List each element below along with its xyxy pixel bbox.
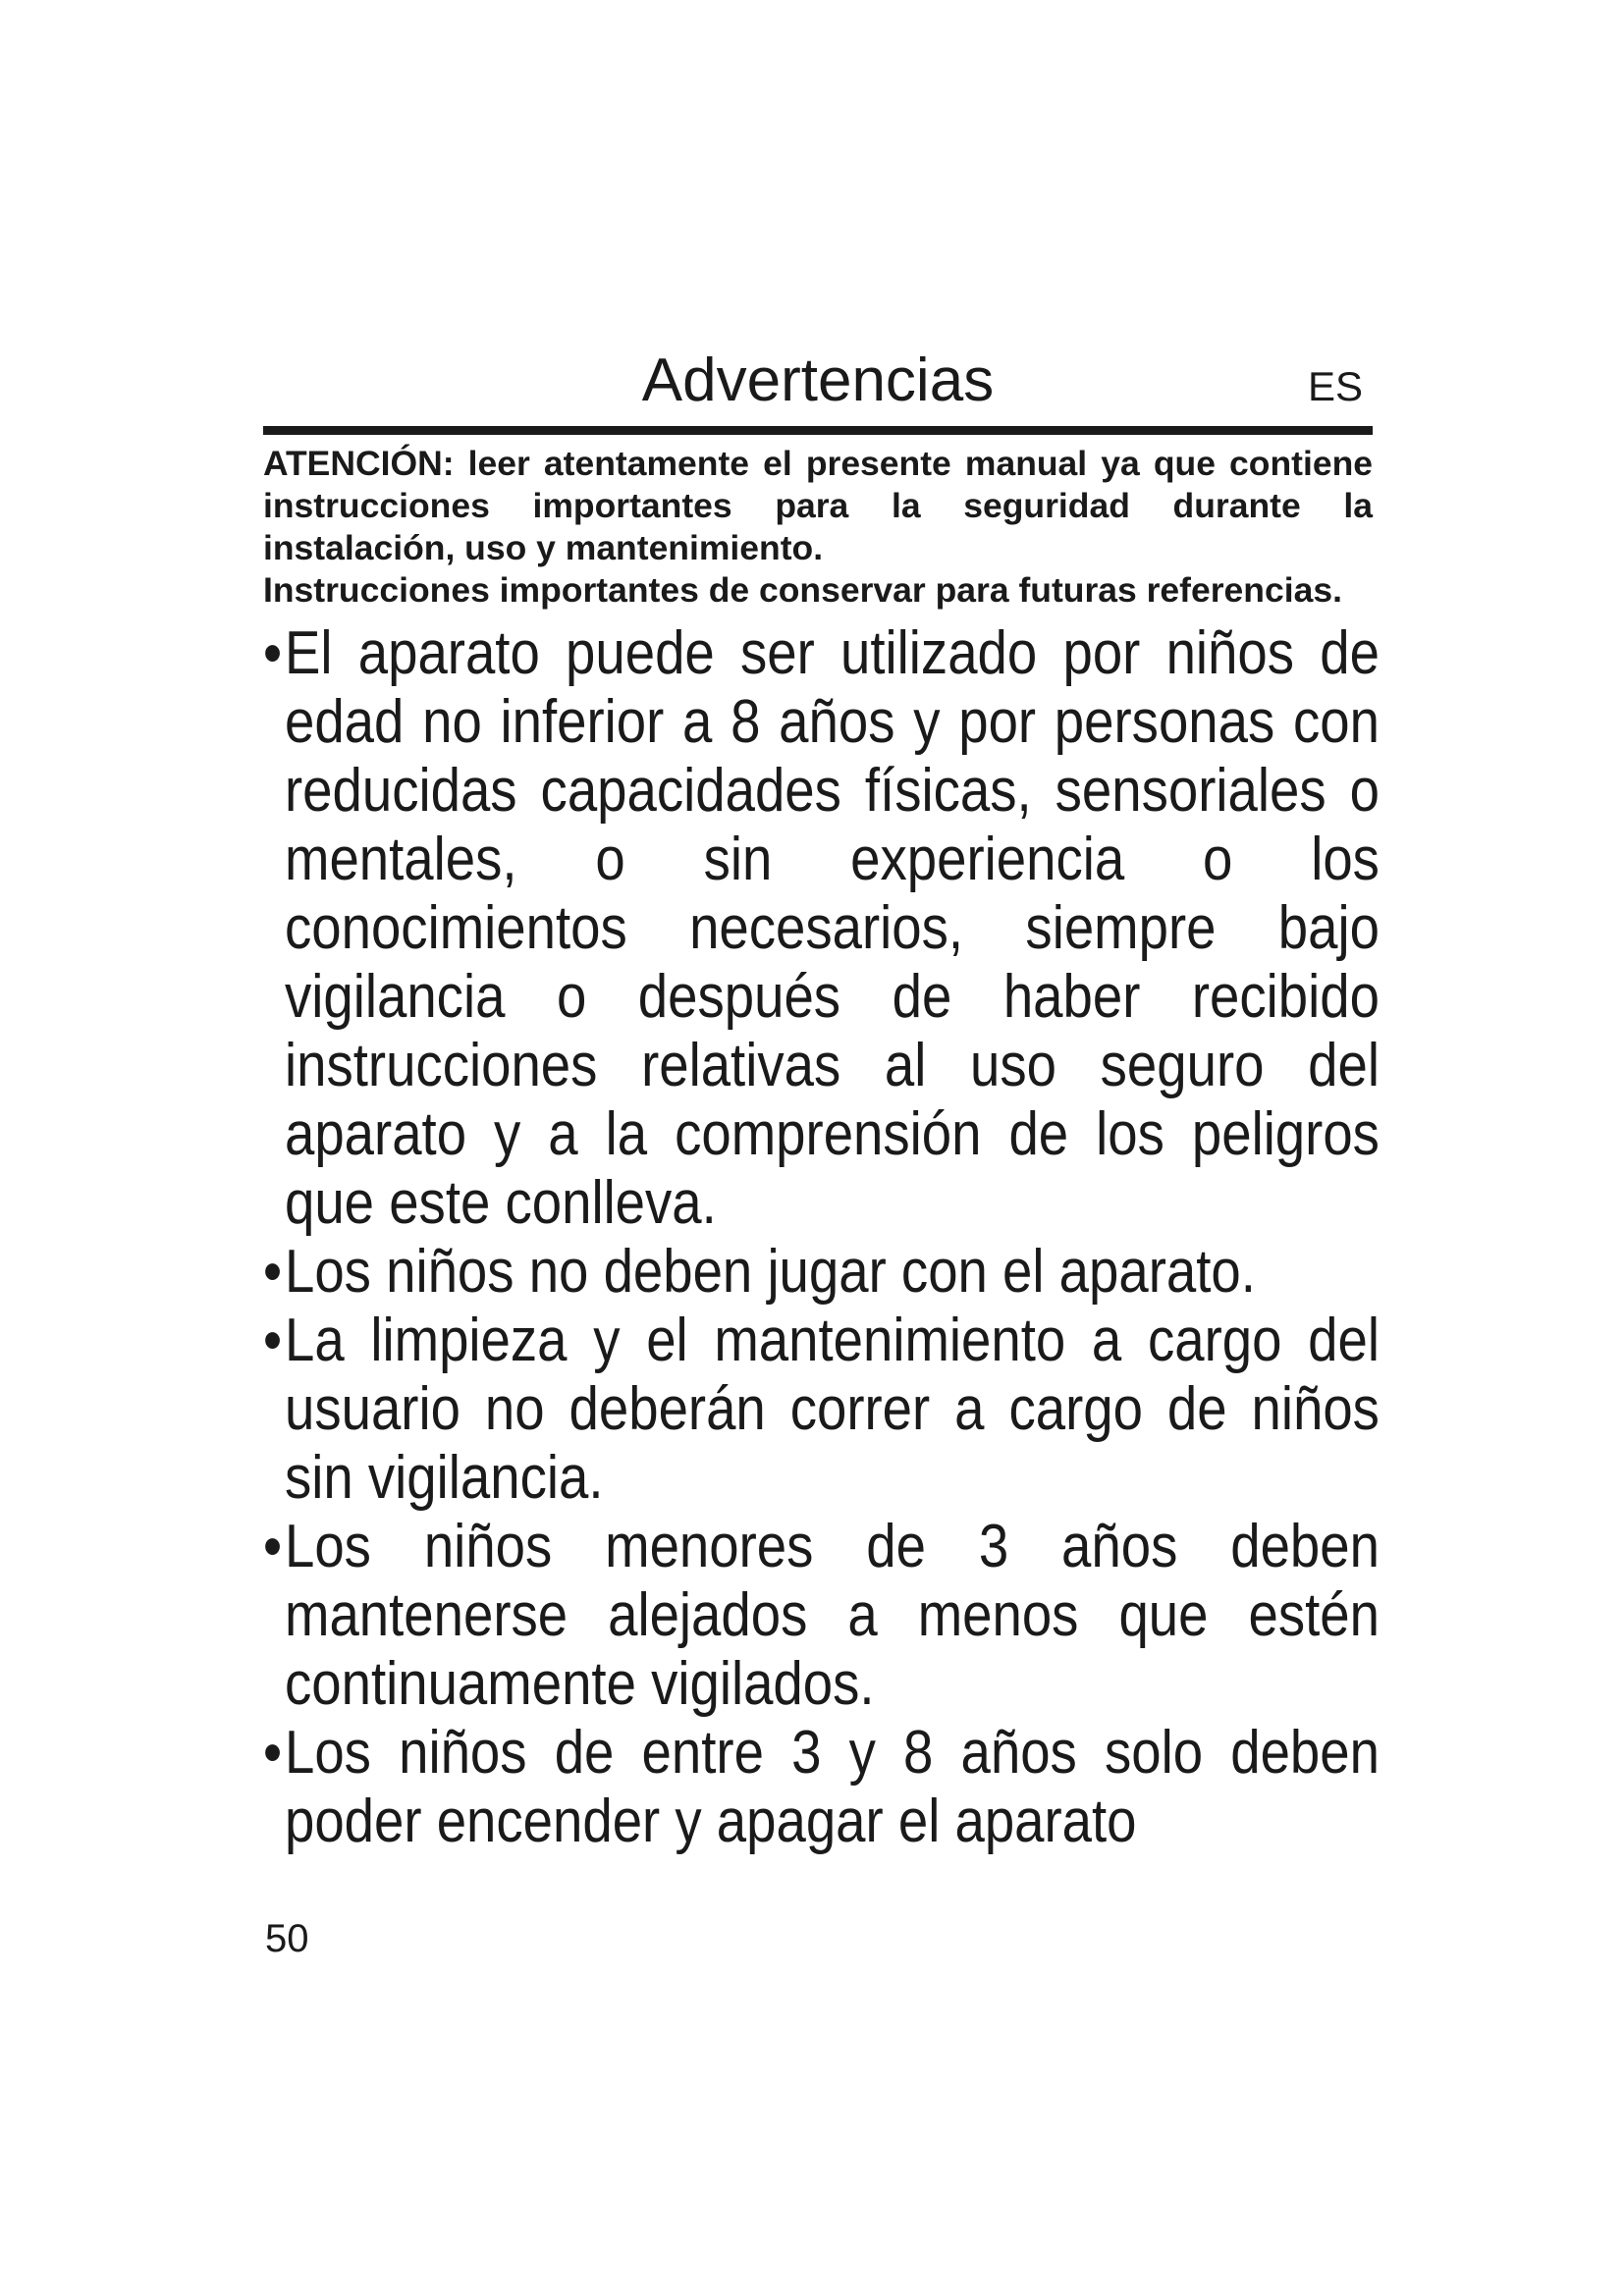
list-item-text: Los niños menores de 3 años deben mantenerse alejados a menos que estén continuamente vigilados. xyxy=(285,1513,1380,1718)
list-item-text: Los niños de entre 3 y 8 años solo deben poder encender y apagar el aparato xyxy=(285,1719,1380,1855)
list-item xyxy=(263,619,1380,1238)
bullet-icon: • xyxy=(263,619,283,687)
list-item-text: El aparato puede ser utilizado por niños de edad no inferior a 8 años y por personas con reducidas capacidades físicas, sensoriales o mentales, o sin experiencia o los conocimientos necesarios, siempre bajo vigilancia o después de haber recibido instrucciones relativas al uso seguro del aparato y a la comprensión de los peligros que este conlleva. xyxy=(285,619,1380,1237)
list-item xyxy=(263,1307,1380,1513)
safety-warnings-list xyxy=(263,619,1380,1856)
page-title: Advertencias xyxy=(641,347,995,414)
manual-page xyxy=(263,346,1380,1856)
header-divider xyxy=(263,426,1373,435)
list-item xyxy=(263,1513,1380,1719)
page-number: 50 xyxy=(265,1917,309,1960)
bullet-icon: • xyxy=(263,1307,283,1374)
list-item xyxy=(263,1238,1380,1307)
bullet-icon: • xyxy=(263,1513,283,1580)
list-item-text: La limpieza y el mantenimiento a cargo del usuario no deberán correr a cargo de niños sin vigilancia. xyxy=(285,1307,1380,1512)
bullet-icon: • xyxy=(263,1238,283,1306)
section-header xyxy=(263,346,1373,416)
list-item-text: Los niños no deben jugar con el aparato. xyxy=(285,1238,1256,1306)
attention-text: ATENCIÓN: leer atentamente el presente manual ya que contiene instrucciones importantes para la seguridad durante la instalación, uso y mantenimiento. xyxy=(263,444,1373,567)
list-item xyxy=(263,1719,1380,1856)
language-code: ES xyxy=(1307,363,1363,409)
keep-instructions-text: Instrucciones importantes de conservar para futuras referencias. xyxy=(263,570,1342,610)
attention-notice xyxy=(263,443,1373,612)
bullet-icon: • xyxy=(263,1719,283,1787)
